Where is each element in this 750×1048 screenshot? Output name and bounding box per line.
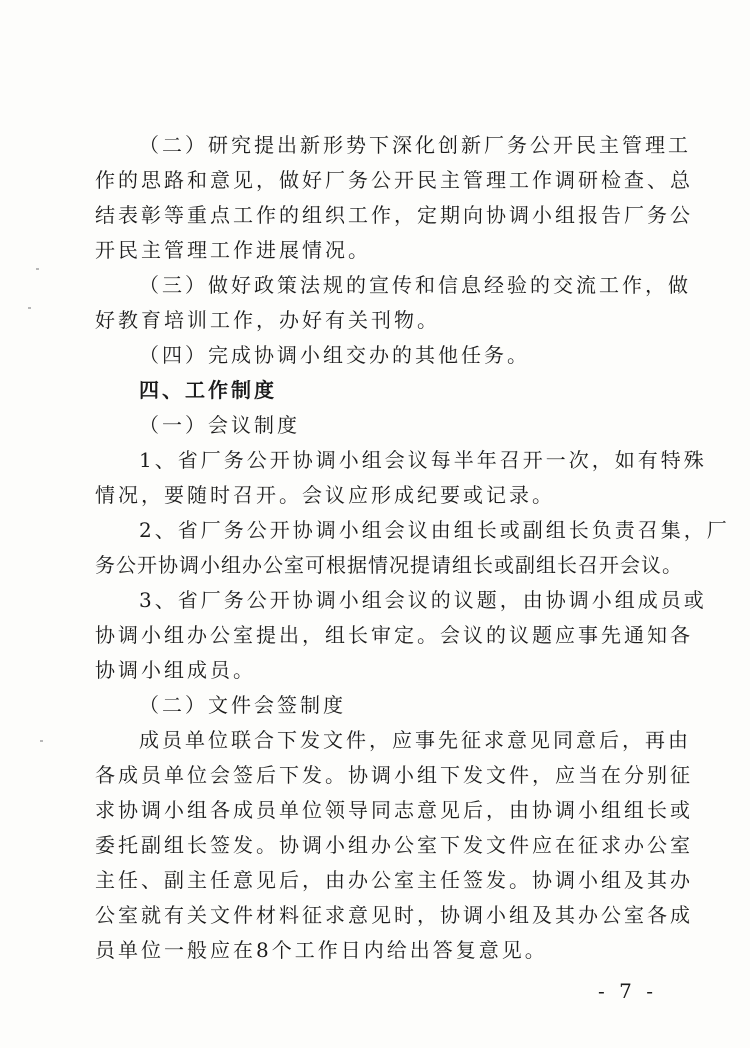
paragraph-line: 委托副组长签发。协调小组办公室下发文件应在征求办公室 [95, 833, 693, 857]
paragraph-line: 好教育培训工作，办好有关刊物。 [95, 308, 440, 332]
paragraph-line: 结表彰等重点工作的组织工作，定期向协调小组报告厂务公 [95, 203, 693, 227]
paragraph-line: 作的思路和意见，做好厂务公开民主管理工作调研检查、总 [95, 168, 693, 192]
paragraph-line: 务公开协调小组办公室可根据情况提请组长或副组长召开会议。 [95, 553, 683, 577]
paragraph-line: 开民主管理工作进展情况。 [95, 238, 371, 262]
subsection-heading: （一）会议制度 [139, 413, 300, 437]
paragraph-line: 成员单位联合下发文件，应事先征求意见同意后，再由 [139, 728, 691, 752]
page-number: - 7 - [598, 979, 657, 1003]
paragraph-line: （二）研究提出新形势下深化创新厂务公开民主管理工 [139, 133, 691, 157]
paragraph-line: 协调小组成员。 [95, 658, 256, 682]
paragraph-line: 情况，要随时召开。会议应形成纪要或记录。 [95, 483, 555, 507]
subsection-heading: （二）文件会签制度 [139, 693, 346, 717]
paragraph-line: 主任、副主任意见后，由办公室主任签发。协调小组及其办 [95, 868, 693, 892]
paragraph-line: 1、省厂务公开协调小组会议每半年召开一次，如有特殊 [139, 448, 707, 472]
paragraph-line: （三）做好政策法规的宣传和信息经验的交流工作，做 [139, 273, 691, 297]
paragraph-line: 各成员单位会签后下发。协调小组下发文件，应当在分别征 [95, 763, 693, 787]
paragraph-line: 公室就有关文件材料征求意见时，协调小组及其办公室各成 [95, 903, 693, 927]
scan-speck [28, 307, 31, 309]
paragraph-line: 3、省厂务公开协调小组会议的议题，由协调小组成员或 [139, 588, 707, 612]
paragraph-line: 求协调小组各成员单位领导同志意见后，由协调小组组长或 [95, 798, 693, 822]
paragraph-line: （四）完成协调小组交办的其他任务。 [139, 343, 530, 367]
scan-speck [40, 740, 43, 742]
scan-speck [36, 268, 39, 270]
paragraph-line: 员单位一般应在8个工作日内给出答复意见。 [95, 938, 548, 962]
paragraph-line: 2、省厂务公开协调小组会议由组长或副组长负责召集，厂 [139, 518, 730, 542]
section-heading: 四、工作制度 [139, 378, 277, 402]
paragraph-line: 协调小组办公室提出，组长审定。会议的议题应事先通知各 [95, 623, 693, 647]
